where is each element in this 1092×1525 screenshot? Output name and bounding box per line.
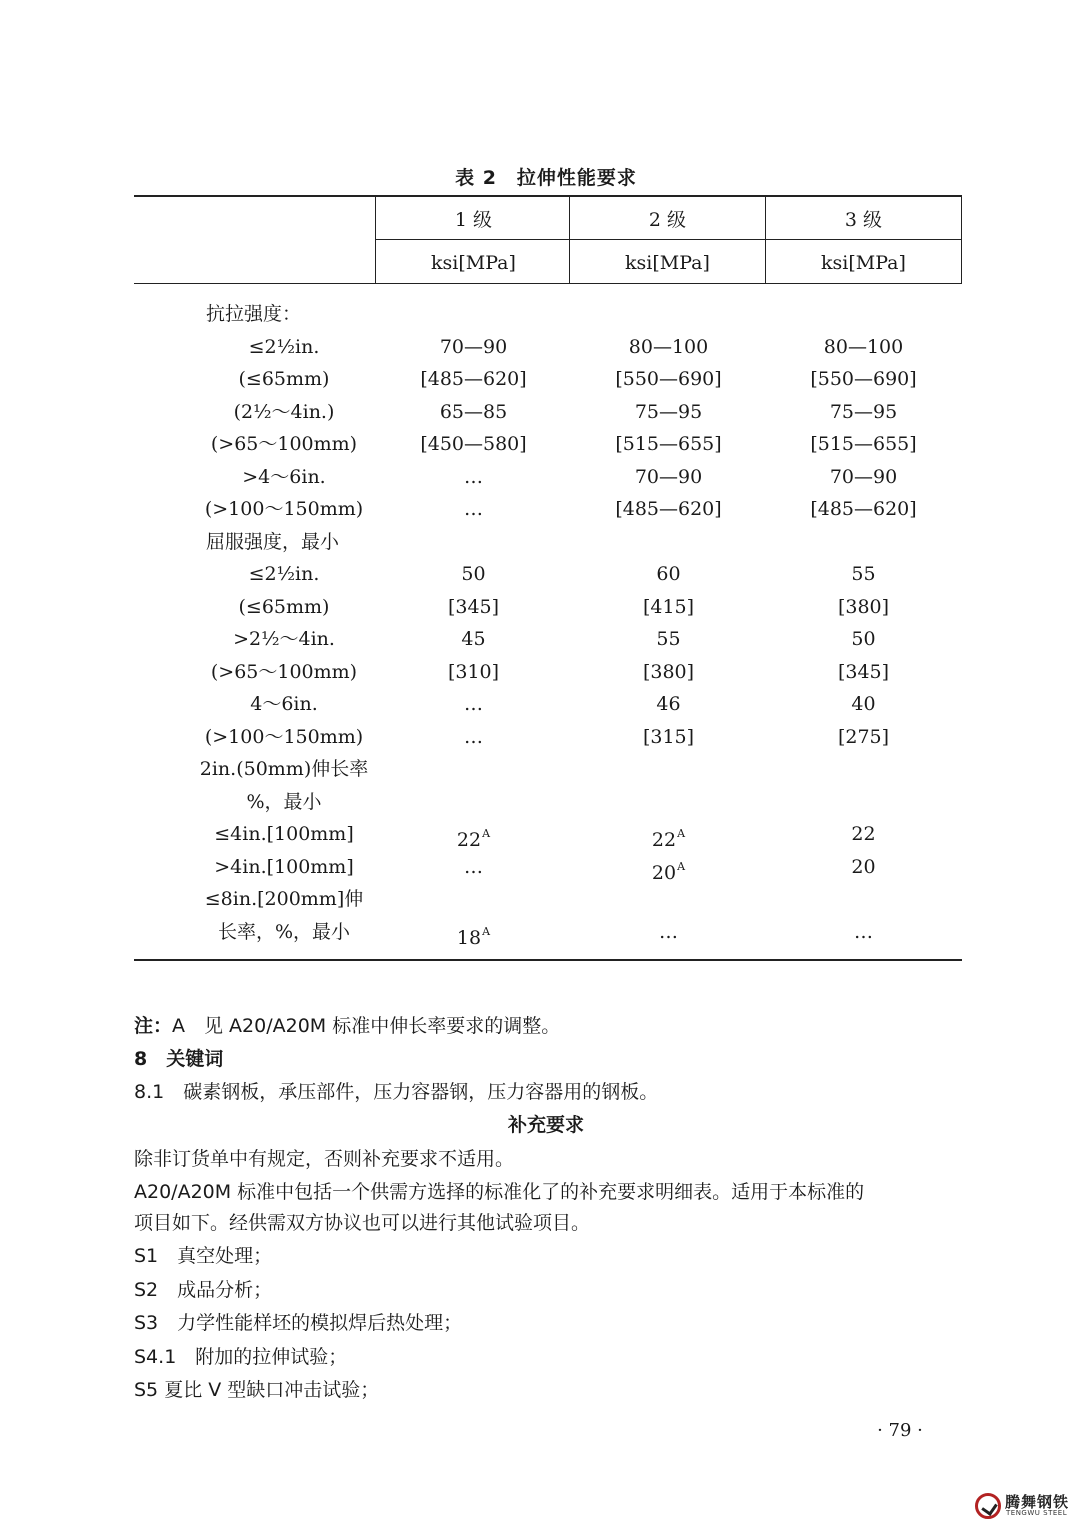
row-label: 4～6in. [250,693,318,715]
cell-value: 40 [851,693,876,715]
cell-value: 70—90 [439,335,508,358]
table-row [134,363,962,396]
row-label: (>65～100mm) [210,433,358,455]
cell-value: 65—85 [439,400,508,423]
table-title: 表 2 拉伸性能要求 [455,167,637,189]
cell-value: … [854,920,873,943]
row-label: %，最小 [246,790,322,813]
row-label: (>65～100mm) [210,660,358,683]
cell-value: [550—690] [810,368,917,390]
cell-grade-3 [766,428,961,460]
cell-grade-3 [766,818,961,850]
cell-grade-1 [376,428,571,460]
cell-grade-1 [376,396,571,428]
note-text: A 见 A20/A20M 标准中伸长率要求的调整。 [172,1015,561,1037]
cell-grade-3 [766,331,961,363]
row-label: (≤65mm) [238,368,330,390]
logo-chinese-text: 腾舞钢铁 [1005,1493,1070,1511]
table-row [134,688,962,721]
table-row [134,721,962,754]
cell-value: [345] [837,660,890,683]
table-row [134,331,962,364]
table-row [134,396,962,429]
cell-value: [415] [642,595,695,618]
row-label: (>100～150mm) [204,725,364,748]
cell-value: [275] [837,725,890,748]
cell-grade-1 [376,558,571,590]
cell-value: 80—100 [628,335,709,358]
supplement-item-s5: S5 夏比 V 型缺口冲击试验； [134,1379,380,1401]
cell-value: 70—90 [829,465,898,488]
cell-grade-3 [766,916,961,948]
table-row [134,591,962,624]
cell-grade-2 [571,916,766,948]
header-grade-1: 1 级 [454,209,493,231]
table-row [134,883,962,916]
cell-grade-1 [376,363,571,395]
row-label: 屈服强度，最小 [206,530,340,553]
cell-value: [550—690] [615,368,722,390]
row-label: >4～6in. [242,465,326,488]
table-row [134,656,962,689]
cell-grade-1 [376,688,571,720]
supplement-paragraph-1: 除非订货单中有规定，否则补充要求不适用。 [134,1148,515,1170]
logo-english-text: TENGWU STEEL [1006,1509,1068,1517]
note-prefix: 注： [134,1015,173,1037]
header-unit-2: ksi[MPa] [625,252,710,274]
cell-grade-2 [571,688,766,720]
table-vline-4 [961,196,962,284]
cell-grade-2 [571,591,766,623]
cell-grade-3 [766,656,961,688]
section-8-1-text: 8.1 碳素钢板，承压部件，压力容器钢，压力容器用的钢板。 [134,1081,659,1103]
cell-value: 22 [651,829,677,851]
footnote-marker: A [482,924,491,938]
cell-grade-1 [376,851,571,883]
cell-grade-2 [571,721,766,753]
supplement-item-s2: S2 成品分析； [134,1279,273,1301]
cell-grade-1 [376,493,571,525]
cell-value: 50 [461,563,486,585]
row-label: 抗拉强度： [206,303,302,325]
cell-value: … [464,725,483,748]
cell-value: … [464,693,483,715]
table-row [134,461,962,494]
cell-value: [485—620] [615,498,722,520]
table-row [134,753,962,786]
row-label: ≤2½in. [248,563,320,585]
cell-grade-2 [571,363,766,395]
cell-value: 22 [456,829,482,851]
cell-value: … [464,465,483,488]
cell-grade-3 [766,688,961,720]
cell-value: 80—100 [823,335,904,358]
row-label: ≤8in.[200mm]伸 [204,888,364,910]
cell-value: [515—655] [615,433,722,455]
table-header-bottom-rule [134,283,962,284]
cell-grade-2 [571,428,766,460]
row-label: ≤2½in. [248,335,320,358]
supplement-paragraph-3: 项目如下。经供需双方协议也可以进行其他试验项目。 [134,1212,591,1234]
row-label: 2in.(50mm)伸长率 [199,758,369,780]
table-row [134,623,962,656]
supplement-heading: 补充要求 [507,1114,584,1136]
cell-grade-2 [571,396,766,428]
cell-value: [380] [642,660,695,683]
cell-grade-3 [766,558,961,590]
row-label: (>100～150mm) [204,498,364,520]
cell-grade-3 [766,721,961,753]
page-number: · 79 · [877,1420,923,1441]
table-row [134,298,962,331]
table-row [134,428,962,461]
cell-grade-3 [766,623,961,655]
cell-grade-1 [376,656,571,688]
cell-value: … [464,498,483,520]
cell-value: 55 [851,563,876,585]
header-grade-3: 3 级 [844,209,883,231]
table-row [134,493,962,526]
cell-value: [315] [642,725,695,748]
cell-grade-2 [571,331,766,363]
supplement-item-s3: S3 力学性能样坯的模拟焊后热处理； [134,1312,463,1334]
cell-value: 70—90 [634,465,703,488]
cell-value: [485—620] [420,368,527,390]
table-bottom-rule [134,959,962,961]
cell-value: [380] [837,595,890,618]
supplement-item-s1: S1 真空处理； [134,1245,273,1267]
footnote-marker: A [677,859,686,873]
cell-value: 22 [851,823,876,845]
cell-grade-3 [766,493,961,525]
table-top-rule [134,195,962,197]
cell-grade-2 [571,558,766,590]
row-label: 长率，%，最小 [217,920,351,943]
header-unit-3: ksi[MPa] [821,252,906,274]
cell-value: … [659,920,678,943]
cell-grade-3 [766,363,961,395]
watermark-logo [975,1491,1085,1521]
supplement-item-s4-1: S4.1 附加的拉伸试验； [134,1346,348,1368]
cell-value: 75—95 [634,400,703,423]
table-row [134,818,962,851]
cell-grade-1 [376,461,571,493]
cell-value: 75—95 [829,400,898,423]
footnote-marker: A [482,827,491,840]
cell-value: 50 [851,628,876,650]
supplement-paragraph-2: A20/A20M 标准中包括一个供需方选择的标准化了的补充要求明细表。适用于本标准的 [134,1181,865,1203]
row-label: >2½～4in. [233,628,335,650]
cell-grade-2 [571,623,766,655]
cell-value: … [464,855,483,878]
cell-value: 46 [656,693,681,715]
cell-grade-1 [376,331,571,363]
table-row [134,851,962,884]
row-label: >4in.[100mm] [214,855,354,878]
cell-value: 45 [461,628,486,650]
section-8-heading: 8 关键词 [134,1048,224,1070]
cell-grade-1 [376,623,571,655]
footnote-marker: A [677,827,686,840]
cell-grade-1 [376,591,571,623]
logo-mark-icon [975,1493,1001,1519]
cell-grade-1 [376,721,571,753]
header-grade-2: 2 级 [648,209,687,231]
cell-grade-3 [766,461,961,493]
cell-grade-2 [571,656,766,688]
table-row [134,526,962,559]
cell-value: [450—580] [420,433,527,455]
cell-grade-3 [766,396,961,428]
cell-value: [485—620] [810,498,917,520]
cell-grade-3 [766,591,961,623]
cell-value: 20 [651,861,677,884]
row-label: (≤65mm) [238,595,330,618]
table-header-divider [375,239,962,240]
cell-grade-2 [571,461,766,493]
table-row [134,558,962,591]
cell-value: [345] [447,595,500,618]
cell-value: [515—655] [810,433,917,455]
cell-value: 20 [851,855,876,878]
row-label: ≤4in.[100mm] [214,823,354,845]
cell-value: 55 [656,628,681,650]
cell-grade-3 [766,851,961,883]
row-label: (2½～4in.) [233,400,335,423]
cell-value: [310] [447,660,500,683]
table-row [134,786,962,819]
cell-value: 60 [656,563,681,585]
header-unit-1: ksi[MPa] [431,252,516,274]
table-row [134,916,962,949]
cell-grade-2 [571,493,766,525]
cell-grade-1 [376,916,571,954]
table-note [134,1010,964,1043]
cell-value: 18 [456,926,482,949]
